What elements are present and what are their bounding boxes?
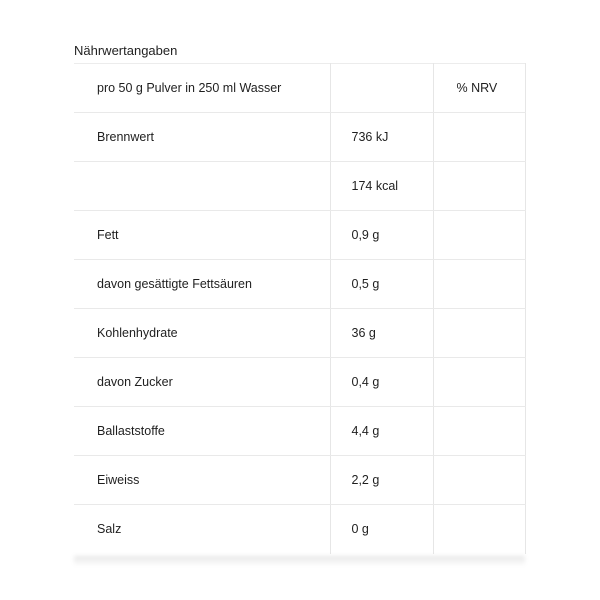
nutrient-label bbox=[74, 162, 330, 211]
nutrient-value: 0,9 g bbox=[330, 211, 433, 260]
nutrient-nrv bbox=[433, 309, 525, 358]
nutrient-nrv bbox=[433, 407, 525, 456]
nutrient-nrv bbox=[433, 358, 525, 407]
nutrient-label: Fett bbox=[74, 211, 330, 260]
nutrient-nrv bbox=[433, 211, 525, 260]
table-row bbox=[74, 113, 525, 162]
table-row bbox=[74, 162, 525, 211]
table-row bbox=[74, 407, 525, 456]
nrv-header: % NRV bbox=[433, 64, 525, 113]
nutrient-value: 0,5 g bbox=[330, 260, 433, 309]
nutrient-nrv bbox=[433, 505, 525, 554]
nutrient-label: davon gesättigte Fettsäuren bbox=[74, 260, 330, 309]
nutrient-value: 174 kcal bbox=[330, 162, 433, 211]
nutrient-nrv bbox=[433, 113, 525, 162]
page-title: Nährwertangaben bbox=[74, 43, 178, 58]
nutrient-value: 2,2 g bbox=[330, 456, 433, 505]
nutrient-value: 4,4 g bbox=[330, 407, 433, 456]
value-header bbox=[330, 64, 433, 113]
nutrient-label: Kohlenhydrate bbox=[74, 309, 330, 358]
bottom-shadow bbox=[74, 556, 525, 566]
nutrient-nrv bbox=[433, 162, 525, 211]
nutrient-label: Ballaststoffe bbox=[74, 407, 330, 456]
nutrient-value: 736 kJ bbox=[330, 113, 433, 162]
nutrient-value: 0,4 g bbox=[330, 358, 433, 407]
table-row bbox=[74, 456, 525, 505]
nutrient-label: Salz bbox=[74, 505, 330, 554]
nutrient-label: Brennwert bbox=[74, 113, 330, 162]
table-row bbox=[74, 358, 525, 407]
table-header-row bbox=[74, 64, 525, 113]
nutrient-value: 36 g bbox=[330, 309, 433, 358]
nutrient-nrv bbox=[433, 260, 525, 309]
table-row bbox=[74, 505, 525, 554]
nutrition-table bbox=[74, 63, 526, 554]
table-row bbox=[74, 309, 525, 358]
nutrient-label: Eiweiss bbox=[74, 456, 330, 505]
nutrient-label: davon Zucker bbox=[74, 358, 330, 407]
table-row bbox=[74, 260, 525, 309]
portion-header: pro 50 g Pulver in 250 ml Wasser bbox=[74, 64, 330, 113]
table-row bbox=[74, 211, 525, 260]
nutrient-nrv bbox=[433, 456, 525, 505]
nutrient-value: 0 g bbox=[330, 505, 433, 554]
